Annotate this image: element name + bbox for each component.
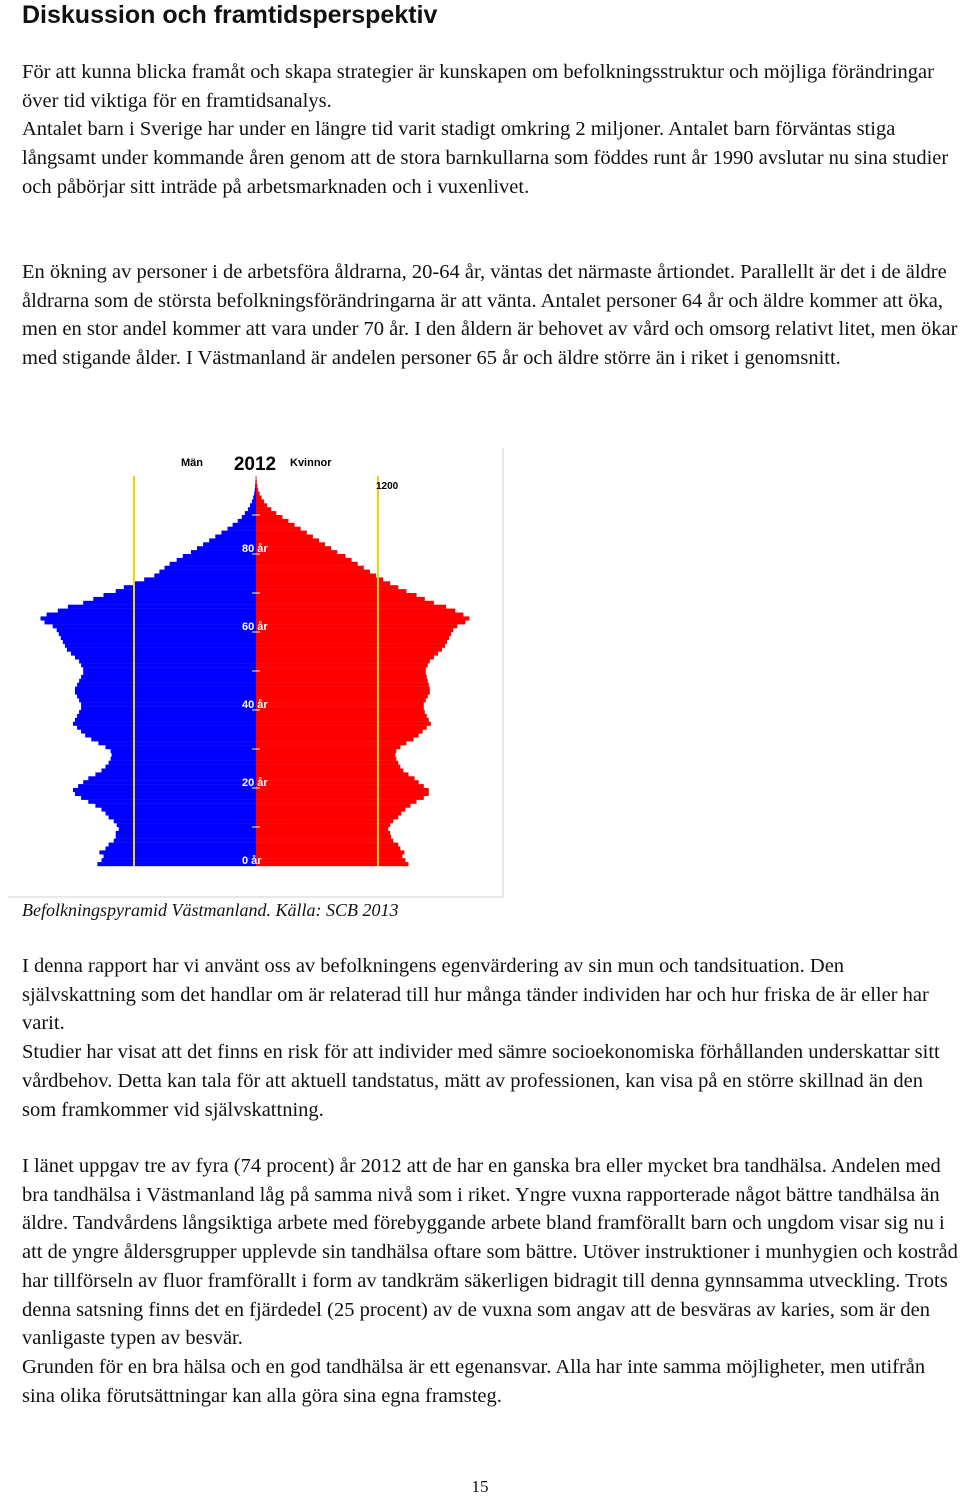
women-bar-age-11 bbox=[256, 819, 393, 823]
women-bar-age-71 bbox=[256, 585, 398, 589]
women-bar-age-99 bbox=[256, 476, 257, 480]
men-bar-age-93 bbox=[252, 499, 256, 503]
women-bar-age-86 bbox=[256, 527, 301, 531]
men-bar-age-11 bbox=[114, 819, 256, 823]
men-bar-age-22 bbox=[88, 776, 256, 780]
figure-caption: Befolkningspyramid Västmanland. Källa: SCB 2013 bbox=[22, 900, 399, 920]
men-bar-age-51 bbox=[81, 663, 256, 667]
women-bar-age-34 bbox=[256, 730, 423, 734]
men-bar-age-3 bbox=[99, 850, 256, 854]
women-bar-age-85 bbox=[256, 531, 307, 535]
women-bar-age-96 bbox=[256, 488, 258, 492]
men-bar-age-26 bbox=[109, 761, 256, 765]
men-bar-age-45 bbox=[75, 687, 256, 691]
men-bar-age-4 bbox=[106, 847, 257, 851]
women-bar-age-14 bbox=[256, 808, 406, 812]
men-bar-age-42 bbox=[79, 698, 256, 702]
page-heading: Diskussion och framtidsperspektiv bbox=[22, 1, 438, 29]
men-bar-age-20 bbox=[78, 784, 256, 788]
women-bar-age-74 bbox=[256, 574, 376, 578]
women-bar-age-36 bbox=[256, 722, 431, 726]
men-bar-age-71 bbox=[124, 585, 256, 589]
men-bar-age-13 bbox=[106, 811, 257, 815]
men-bar-age-77 bbox=[170, 562, 256, 566]
men-bar-age-61 bbox=[53, 624, 256, 628]
women-bar-age-75 bbox=[256, 570, 370, 574]
age-tick-label-20: 20 år bbox=[242, 777, 268, 789]
chart-right-label: Kvinnor bbox=[290, 457, 332, 469]
men-bar-age-7 bbox=[116, 835, 256, 839]
men-bar-age-23 bbox=[95, 772, 256, 776]
men-bar-age-8 bbox=[116, 831, 256, 835]
men-bar-age-5 bbox=[109, 843, 256, 847]
women-bar-age-43 bbox=[256, 694, 428, 698]
men-bar-age-19 bbox=[73, 788, 256, 792]
men-bar-age-27 bbox=[111, 757, 256, 761]
women-bar-age-67 bbox=[256, 601, 434, 605]
men-bar-age-29 bbox=[111, 749, 256, 753]
women-bar-age-47 bbox=[256, 679, 428, 683]
population-pyramid-chart bbox=[8, 448, 502, 896]
women-bar-age-77 bbox=[256, 562, 358, 566]
reference-label: 1200 bbox=[376, 481, 399, 492]
women-bar-age-87 bbox=[256, 523, 295, 527]
text-section-4 bbox=[22, 1152, 960, 1410]
women-bar-age-45 bbox=[256, 687, 430, 691]
men-bar-age-56 bbox=[65, 644, 256, 648]
women-bar-age-44 bbox=[256, 691, 430, 695]
men-bar-age-36 bbox=[73, 722, 256, 726]
men-bar-age-32 bbox=[91, 737, 256, 741]
women-bar-age-8 bbox=[256, 831, 390, 835]
men-bar-age-83 bbox=[209, 538, 256, 542]
men-bar-age-46 bbox=[77, 683, 256, 687]
women-bar-age-79 bbox=[256, 554, 346, 558]
women-bar-age-46 bbox=[256, 683, 429, 687]
men-bar-age-54 bbox=[71, 652, 256, 656]
men-bar-age-95 bbox=[254, 492, 256, 496]
women-bar-age-5 bbox=[256, 843, 398, 847]
women-bar-age-13 bbox=[256, 811, 401, 815]
men-bar-age-60 bbox=[57, 628, 256, 632]
women-bar-age-10 bbox=[256, 823, 390, 827]
paragraph: För att kunna blicka framåt och skapa strategier är kunskapen om befolkningsstruktur och möjliga förändringar över tid viktiga för en framtidsanalys. bbox=[22, 61, 934, 112]
men-bar-age-47 bbox=[79, 679, 256, 683]
women-bar-age-76 bbox=[256, 566, 364, 570]
women-bar-age-91 bbox=[256, 507, 271, 511]
women-bar-age-69 bbox=[256, 593, 417, 597]
women-bar-age-15 bbox=[256, 804, 411, 808]
women-bar-age-88 bbox=[256, 519, 289, 523]
men-bar-age-33 bbox=[85, 733, 256, 737]
women-bar-age-39 bbox=[256, 710, 425, 714]
men-bar-age-18 bbox=[75, 792, 256, 796]
women-bar-age-70 bbox=[256, 589, 407, 593]
women-bar-age-22 bbox=[256, 776, 415, 780]
women-bar-age-97 bbox=[256, 484, 257, 488]
women-bar-age-33 bbox=[256, 733, 419, 737]
men-bar-age-59 bbox=[59, 632, 256, 636]
men-bar-age-96 bbox=[255, 488, 256, 492]
population-pyramid-figure bbox=[8, 448, 504, 898]
women-bar-age-18 bbox=[256, 792, 429, 796]
men-bar-age-40 bbox=[81, 706, 256, 710]
text-section-1 bbox=[22, 58, 960, 202]
men-bar-age-0 bbox=[97, 862, 256, 866]
women-bar-age-7 bbox=[256, 835, 391, 839]
men-bar-age-2 bbox=[104, 854, 257, 858]
men-bar-age-57 bbox=[63, 640, 256, 644]
men-bar-age-48 bbox=[81, 675, 256, 679]
women-bar-age-21 bbox=[256, 780, 419, 784]
men-bar-age-35 bbox=[77, 726, 256, 730]
men-bar-age-25 bbox=[106, 765, 257, 769]
women-bar-age-64 bbox=[256, 613, 463, 617]
women-bar-age-68 bbox=[256, 597, 425, 601]
women-bar-age-12 bbox=[256, 815, 398, 819]
women-bar-age-28 bbox=[256, 753, 395, 757]
men-bar-age-65 bbox=[58, 609, 256, 613]
women-bar-age-78 bbox=[256, 558, 352, 562]
women-bar-age-20 bbox=[256, 784, 424, 788]
men-bar-age-88 bbox=[238, 519, 256, 523]
men-bar-age-85 bbox=[221, 531, 256, 535]
women-bar-age-98 bbox=[256, 480, 257, 484]
women-bar-age-59 bbox=[256, 632, 451, 636]
men-bar-age-38 bbox=[77, 714, 256, 718]
men-bar-age-87 bbox=[233, 523, 256, 527]
women-bar-age-27 bbox=[256, 757, 396, 761]
women-bar-age-93 bbox=[256, 499, 264, 503]
men-bar-age-21 bbox=[83, 780, 256, 784]
men-bar-age-50 bbox=[83, 667, 256, 671]
men-bar-age-44 bbox=[75, 691, 256, 695]
men-bar-age-1 bbox=[102, 858, 257, 862]
women-bar-age-42 bbox=[256, 698, 426, 702]
women-bar-age-50 bbox=[256, 667, 426, 671]
women-bar-age-92 bbox=[256, 503, 267, 507]
women-bar-age-0 bbox=[256, 862, 409, 866]
men-bar-age-17 bbox=[81, 796, 256, 800]
women-bar-age-58 bbox=[256, 636, 449, 640]
men-bar-age-63 bbox=[41, 616, 257, 620]
men-bar-age-37 bbox=[75, 718, 256, 722]
women-bar-age-23 bbox=[256, 772, 409, 776]
women-bar-age-9 bbox=[256, 827, 388, 831]
men-bar-age-74 bbox=[154, 574, 256, 578]
women-bar-age-62 bbox=[256, 620, 465, 624]
women-bar-age-55 bbox=[256, 648, 442, 652]
women-bar-age-1 bbox=[256, 858, 406, 862]
women-bar-age-72 bbox=[256, 581, 390, 585]
women-bar-age-37 bbox=[256, 718, 429, 722]
men-bar-age-9 bbox=[119, 827, 256, 831]
women-bar-age-38 bbox=[256, 714, 427, 718]
men-bar-age-6 bbox=[114, 839, 256, 843]
women-bar-age-24 bbox=[256, 769, 403, 773]
men-bar-age-70 bbox=[116, 589, 256, 593]
text-section-3 bbox=[22, 952, 960, 1124]
men-bar-age-75 bbox=[159, 570, 256, 574]
men-bar-age-84 bbox=[215, 535, 256, 539]
men-bar-age-68 bbox=[93, 597, 256, 601]
text-section-2 bbox=[22, 258, 960, 373]
men-bar-age-31 bbox=[98, 741, 256, 745]
men-bar-age-89 bbox=[242, 515, 256, 519]
women-bar-age-56 bbox=[256, 644, 445, 648]
men-bar-age-53 bbox=[75, 655, 256, 659]
men-bar-age-73 bbox=[144, 577, 256, 581]
women-bar-age-65 bbox=[256, 609, 455, 613]
women-bar-age-61 bbox=[256, 624, 457, 628]
women-bar-age-52 bbox=[256, 659, 430, 663]
women-bar-age-26 bbox=[256, 761, 398, 765]
women-bar-age-29 bbox=[256, 749, 396, 753]
men-bar-age-72 bbox=[134, 581, 256, 585]
men-bar-age-58 bbox=[61, 636, 256, 640]
men-bar-age-64 bbox=[47, 613, 256, 617]
age-tick-label-80: 80 år bbox=[242, 543, 268, 555]
men-bar-age-39 bbox=[79, 710, 256, 714]
women-bar-age-54 bbox=[256, 652, 438, 656]
men-bar-age-30 bbox=[106, 745, 257, 749]
women-bar-age-53 bbox=[256, 655, 434, 659]
men-bar-age-86 bbox=[228, 527, 257, 531]
women-bar-age-95 bbox=[256, 492, 260, 496]
women-bar-age-19 bbox=[256, 788, 429, 792]
paragraph: Studier har visat att det finns en risk för att individer med sämre socioekonomiska förhållanden underskattar sitt vårdbehov. Detta kan tala för att aktuell tandstatus, mätt av professionen, kan visa på en större skillnad än den som framkommer vid självskattning. bbox=[22, 1041, 940, 1121]
women-bar-age-16 bbox=[256, 800, 417, 804]
men-bar-age-34 bbox=[81, 730, 256, 734]
women-bar-age-40 bbox=[256, 706, 424, 710]
women-bar-age-17 bbox=[256, 796, 424, 800]
men-bar-age-49 bbox=[83, 671, 256, 675]
men-bar-age-24 bbox=[102, 769, 257, 773]
women-bar-age-6 bbox=[256, 839, 393, 843]
women-bar-age-63 bbox=[256, 616, 470, 620]
page-number: 15 bbox=[471, 1477, 489, 1496]
chart-title: 2012 bbox=[233, 454, 277, 475]
men-bar-age-94 bbox=[253, 496, 256, 500]
age-tick-label-60: 60 år bbox=[242, 621, 268, 633]
men-bar-age-12 bbox=[109, 815, 256, 819]
men-bar-age-69 bbox=[104, 593, 257, 597]
paragraph: Antalet barn i Sverige har under en längre tid varit stadigt omkring 2 miljoner. Antalet barn förväntas stiga långsamt under kommande åren genom att de stora barnkullarna som föddes runt år 1990 avslutar nu sina studier och påbörjar sitt inträde på arbetsmarknaden och i vuxenlivet. bbox=[22, 118, 949, 198]
women-bar-age-48 bbox=[256, 675, 427, 679]
men-bar-age-14 bbox=[102, 808, 257, 812]
women-bar-age-57 bbox=[256, 640, 447, 644]
men-bar-age-10 bbox=[117, 823, 256, 827]
men-bar-age-43 bbox=[77, 694, 256, 698]
women-bar-age-80 bbox=[256, 550, 337, 554]
women-bar-age-49 bbox=[256, 671, 426, 675]
men-bar-age-76 bbox=[165, 566, 257, 570]
women-bar-age-83 bbox=[256, 538, 319, 542]
women-bar-age-84 bbox=[256, 535, 313, 539]
women-bar-age-51 bbox=[256, 663, 428, 667]
women-bar-age-94 bbox=[256, 496, 262, 500]
paragraph: I länet uppgav tre av fyra (74 procent) år 2012 att de har en ganska bra eller mycket bra tandhälsa. Andelen med bra tandhälsa i Västmanland låg på samma nivå som i riket. Yngre vuxna rapporterade något bättre tandhälsa än äldre. Tandvårdens långsiktiga arbete med förebyggande arbete bland framförallt barn och ungdom visar sig nu i att de yngre åldersgrupper upplevde sin tandhälsa oftare som bättre. Utöver instruktioner i munhygien och kostråd har tillförseln av fluor framförallt i form av tandkräm säkerligen bidragit till denna gynnsamma utveckling. Trots denna satsning finns det en fjärdedel (25 procent) av de vuxna som angav att de besväras av karies, som är den vanligaste typen av besvär. bbox=[22, 1155, 958, 1350]
men-bar-age-52 bbox=[79, 659, 256, 663]
women-bar-age-66 bbox=[256, 605, 446, 609]
women-bar-age-2 bbox=[256, 854, 402, 858]
age-tick-label-40: 40 år bbox=[242, 699, 268, 711]
men-bar-age-67 bbox=[83, 601, 256, 605]
paragraph: I denna rapport har vi använt oss av befolkningens egenvärdering av sin mun och tandsituation. Den självskattning som det handlar om är relaterad till hur många tänder individen har och hur friska de är eller har varit. bbox=[22, 955, 929, 1035]
women-bar-age-89 bbox=[256, 515, 282, 519]
men-bar-age-55 bbox=[67, 648, 256, 652]
women-bar-age-31 bbox=[256, 741, 407, 745]
men-bar-age-97 bbox=[255, 484, 256, 488]
women-bar-age-60 bbox=[256, 628, 453, 632]
women-bar-age-35 bbox=[256, 726, 427, 730]
men-bar-age-91 bbox=[248, 507, 256, 511]
paragraph: Grunden för en bra hälsa och en god tandhälsa är ett egenansvar. Alla har inte samma möjligheter, men utifrån sina olika förutsättningar kan alla göra sina egna framsteg. bbox=[22, 1355, 926, 1407]
men-bar-age-62 bbox=[45, 620, 257, 624]
chart-left-label: Män bbox=[181, 457, 203, 469]
men-bar-age-92 bbox=[250, 503, 256, 507]
women-bar-age-32 bbox=[256, 737, 414, 741]
men-bar-age-16 bbox=[88, 800, 256, 804]
women-bar-age-3 bbox=[256, 850, 404, 854]
women-bar-age-73 bbox=[256, 577, 383, 581]
men-bar-age-78 bbox=[177, 558, 256, 562]
men-bar-age-98 bbox=[256, 480, 257, 484]
men-bar-age-66 bbox=[68, 605, 256, 609]
women-bar-age-41 bbox=[256, 702, 424, 706]
paragraph: En ökning av personer i de arbetsföra åldrarna, 20-64 år, väntas det närmaste årtiondet. Parallellt är det i de äldre åldrarna som de största befolkningsförändringarna är att vänta. Antalet personer 64 år och äldre kommer att öka, men en stor andel kommer att vara under 70 år. I den åldern är behovet av vård och omsorg relativt litet, men ökar med stigande ålder. I Västmanland är andelen personer 65 år och äldre större än i riket i genomsnitt. bbox=[22, 261, 958, 370]
men-bar-age-15 bbox=[95, 804, 256, 808]
age-tick-label-0: 0 år bbox=[242, 855, 262, 867]
men-bar-age-41 bbox=[81, 702, 256, 706]
